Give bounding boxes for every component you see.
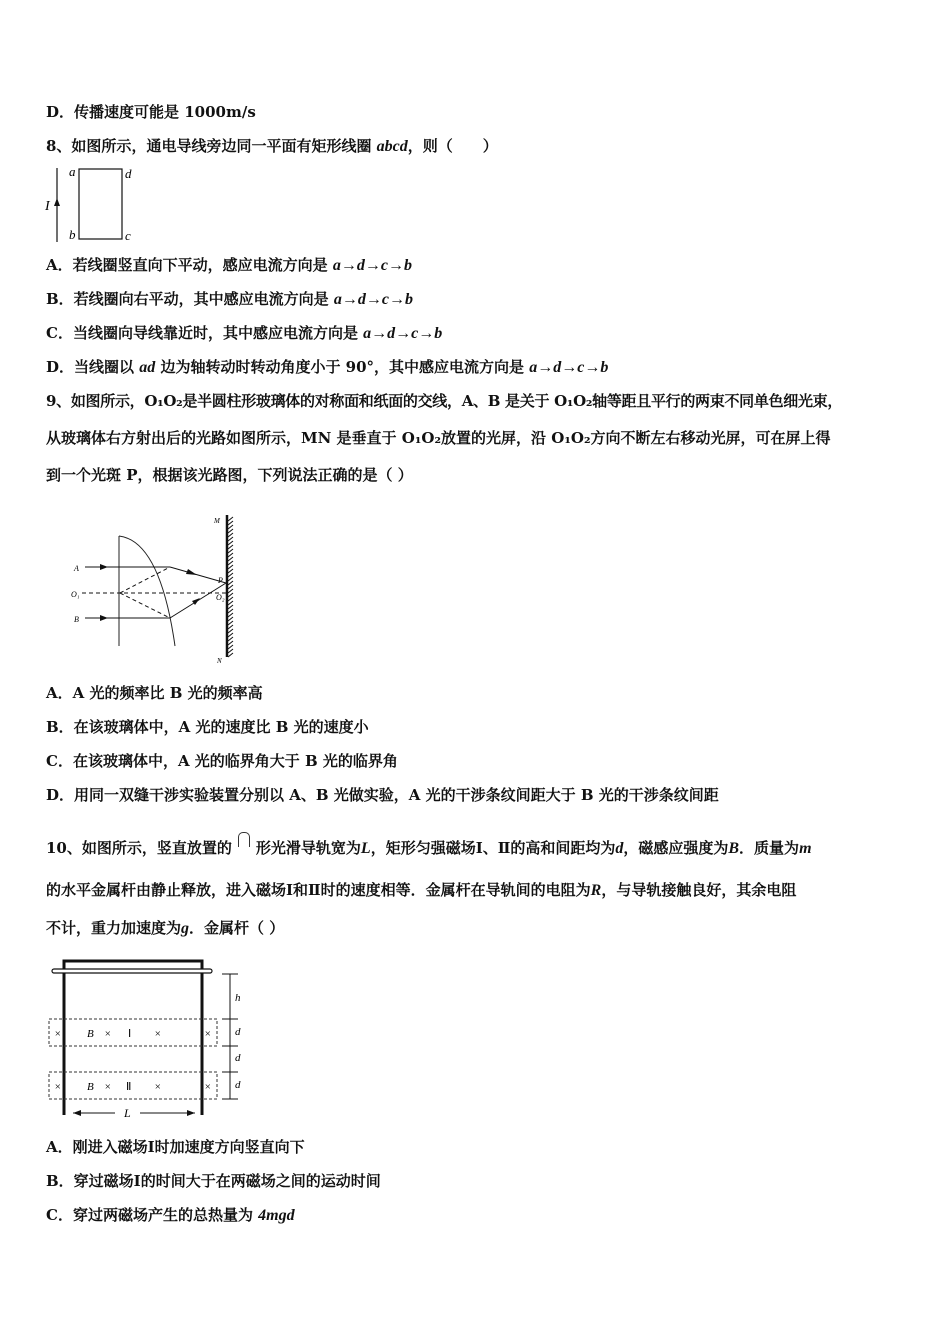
screen-hatch <box>228 561 233 565</box>
q10-option-c <box>46 1205 295 1226</box>
screen-hatch <box>228 641 233 645</box>
screen-hatch <box>228 533 233 537</box>
text: 10、如图所示，竖直放置的 <box>46 839 232 857</box>
x-mark: × <box>154 1028 162 1040</box>
x-mark: × <box>54 1028 62 1040</box>
option-path: a→d→c→b <box>529 359 609 376</box>
option-var: ad <box>139 359 156 376</box>
x-mark: × <box>54 1081 62 1093</box>
screen-hatch <box>228 553 233 557</box>
label-b: b <box>69 227 76 242</box>
q8-option-a <box>46 255 412 276</box>
screen-hatch <box>228 577 233 581</box>
screen-hatch <box>228 621 233 625</box>
label-A: A <box>74 564 79 573</box>
label-B: B <box>74 615 79 624</box>
q10-stem-line1 <box>46 832 812 859</box>
var: d <box>615 840 624 857</box>
screen-hatch <box>228 565 233 569</box>
q9-light-path-figure <box>60 505 250 670</box>
label-a: a <box>69 164 76 179</box>
text: ，磁感应强度为 <box>623 839 729 857</box>
q10-stem-line3 <box>46 918 284 939</box>
x-mark: × <box>104 1028 112 1040</box>
screen-hatch <box>228 541 233 545</box>
B-label: B <box>87 1081 94 1093</box>
label-O1: O₁ <box>71 590 80 599</box>
var: R <box>590 882 602 899</box>
option-text: B．若线圈向右平动，其中感应电流方向是 <box>46 290 334 308</box>
text: 的水平金属杆由静止释放，进入磁场Ⅰ和Ⅱ时的速度相等．金属杆在导轨间的电阻为 <box>46 881 591 899</box>
q10-magnetic-field-figure <box>40 955 260 1125</box>
label-P: P <box>218 576 223 585</box>
option-path: a→d→c→b <box>363 325 443 342</box>
q8-coil-figure <box>40 160 150 245</box>
label-d: d <box>125 166 132 181</box>
var: m <box>799 840 812 857</box>
screen-hatch <box>228 617 233 621</box>
text: 形光滑导轨宽为 <box>255 839 361 857</box>
screen-hatch <box>228 557 233 561</box>
q7-option-d: D．传播速度可能是 1000m/s <box>46 103 256 121</box>
screen-hatch <box>228 537 233 541</box>
screen-hatch <box>228 521 233 525</box>
x-mark: × <box>154 1081 162 1093</box>
screen-hatch <box>228 589 233 593</box>
option-text: D．当线圈以 <box>46 358 140 376</box>
d-label: d <box>235 1026 241 1038</box>
q9-stem-line3: 到一个光斑 P，根据该光路图，下列说法正确的是（ ） <box>46 466 413 484</box>
x-mark: × <box>104 1081 112 1093</box>
q8-option-c <box>46 323 442 344</box>
screen-hatch <box>228 517 233 521</box>
q10-option-b: B．穿过磁场Ⅰ的时间大于在两磁场之间的运动时间 <box>46 1172 381 1190</box>
screen-hatch <box>228 585 233 589</box>
screen-hatch <box>228 637 233 641</box>
screen-hatch <box>228 597 233 601</box>
screen-hatch <box>228 633 233 637</box>
q9-option-b: B．在该玻璃体中，A 光的速度比 B 光的速度小 <box>46 718 369 736</box>
label-M: M <box>214 517 220 525</box>
q8-var: abcd <box>376 138 408 155</box>
screen-hatch <box>228 581 233 585</box>
q9-option-c: C．在该玻璃体中，A 光的临界角大于 B 光的临界角 <box>46 752 398 770</box>
screen-hatch <box>228 601 233 605</box>
text: ．金属杆（ ） <box>189 919 285 937</box>
text: ．质量为 <box>739 839 800 857</box>
option-path: a→d→c→b <box>332 257 412 274</box>
screen-hatch <box>228 593 233 597</box>
x-mark: × <box>204 1028 212 1040</box>
q8-option-d <box>46 357 608 378</box>
var: g <box>181 920 190 937</box>
option-text: C．当线圈向导线靠近时，其中感应电流方向是 <box>46 324 364 342</box>
screen-hatch <box>228 529 233 533</box>
var: B <box>728 840 740 857</box>
option-path: a→d→c→b <box>333 291 414 308</box>
screen-hatch <box>228 653 233 657</box>
screen-hatch <box>228 625 233 629</box>
q9-stem-line1: 9、如图所示，O₁O₂是半圆柱形玻璃体的对称面和纸面的交线，A、B 是关于 O₁O₂轴等距且平行的两束不同单色细光束， <box>46 392 843 410</box>
option-text: A．若线圈竖直向下平动，感应电流方向是 <box>46 256 333 274</box>
B-label: B <box>87 1028 94 1040</box>
var: L <box>360 840 371 857</box>
screen-hatch <box>228 613 233 617</box>
screen-hatch <box>228 549 233 553</box>
screen-hatch <box>228 573 233 577</box>
screen-hatch <box>228 545 233 549</box>
q10-stem-line2 <box>46 880 796 901</box>
label-c: c <box>125 228 131 243</box>
d-label: d <box>235 1079 241 1091</box>
text: ，矩形匀强磁场Ⅰ、Ⅱ的高和间距均为 <box>370 839 616 857</box>
screen-hatch <box>228 605 233 609</box>
x-mark: × <box>204 1081 212 1093</box>
q9-option-d: D．用同一双缝干涉实验装置分别以 A、B 光做实验，A 光的干涉条纹间距大于 B 光的干涉条纹间距 <box>46 786 719 804</box>
L-label: L <box>124 1106 131 1120</box>
d-label: d <box>235 1052 241 1064</box>
q9-stem-line2: 从玻璃体右方射出后的光路如图所示，MN 是垂直于 O₁O₂放置的光屏，沿 O₁O₂方向不断左右移动光屏，可在屏上得 <box>46 429 831 447</box>
screen-hatch <box>228 649 233 653</box>
current-label: I <box>45 199 50 214</box>
q8-option-b <box>46 289 413 310</box>
arch-rail-icon <box>238 832 250 847</box>
q8-stem <box>46 136 498 157</box>
screen-hatch <box>228 569 233 573</box>
option-text: C．穿过两磁场产生的总热量为 <box>46 1206 259 1224</box>
label-N: N <box>217 657 222 665</box>
text: ，与导轨接触良好，其余电阻 <box>601 881 797 899</box>
screen-hatch <box>228 629 233 633</box>
region-II-label: Ⅱ <box>126 1081 132 1093</box>
q9-option-a: A．A 光的频率比 B 光的频率高 <box>46 684 263 702</box>
h-label: h <box>235 992 241 1004</box>
q10-option-a: A．刚进入磁场Ⅰ时加速度方向竖直向下 <box>46 1138 305 1156</box>
text: 不计，重力加速度为 <box>46 919 182 937</box>
region-I-label: Ⅰ <box>128 1028 132 1040</box>
option-text: 边为轴转动时转动角度小于 90°，其中感应电流方向是 <box>155 358 530 376</box>
label-O2: O₂ <box>216 593 225 602</box>
screen-hatch <box>228 525 233 529</box>
option-value: 4mgd <box>258 1207 295 1224</box>
screen-hatch <box>228 609 233 613</box>
screen-hatch <box>228 645 233 649</box>
q8-stem-text2: ，则（ ） <box>407 137 498 155</box>
q8-stem-text: 8、如图所示，通电导线旁边同一平面有矩形线圈 <box>46 137 377 155</box>
